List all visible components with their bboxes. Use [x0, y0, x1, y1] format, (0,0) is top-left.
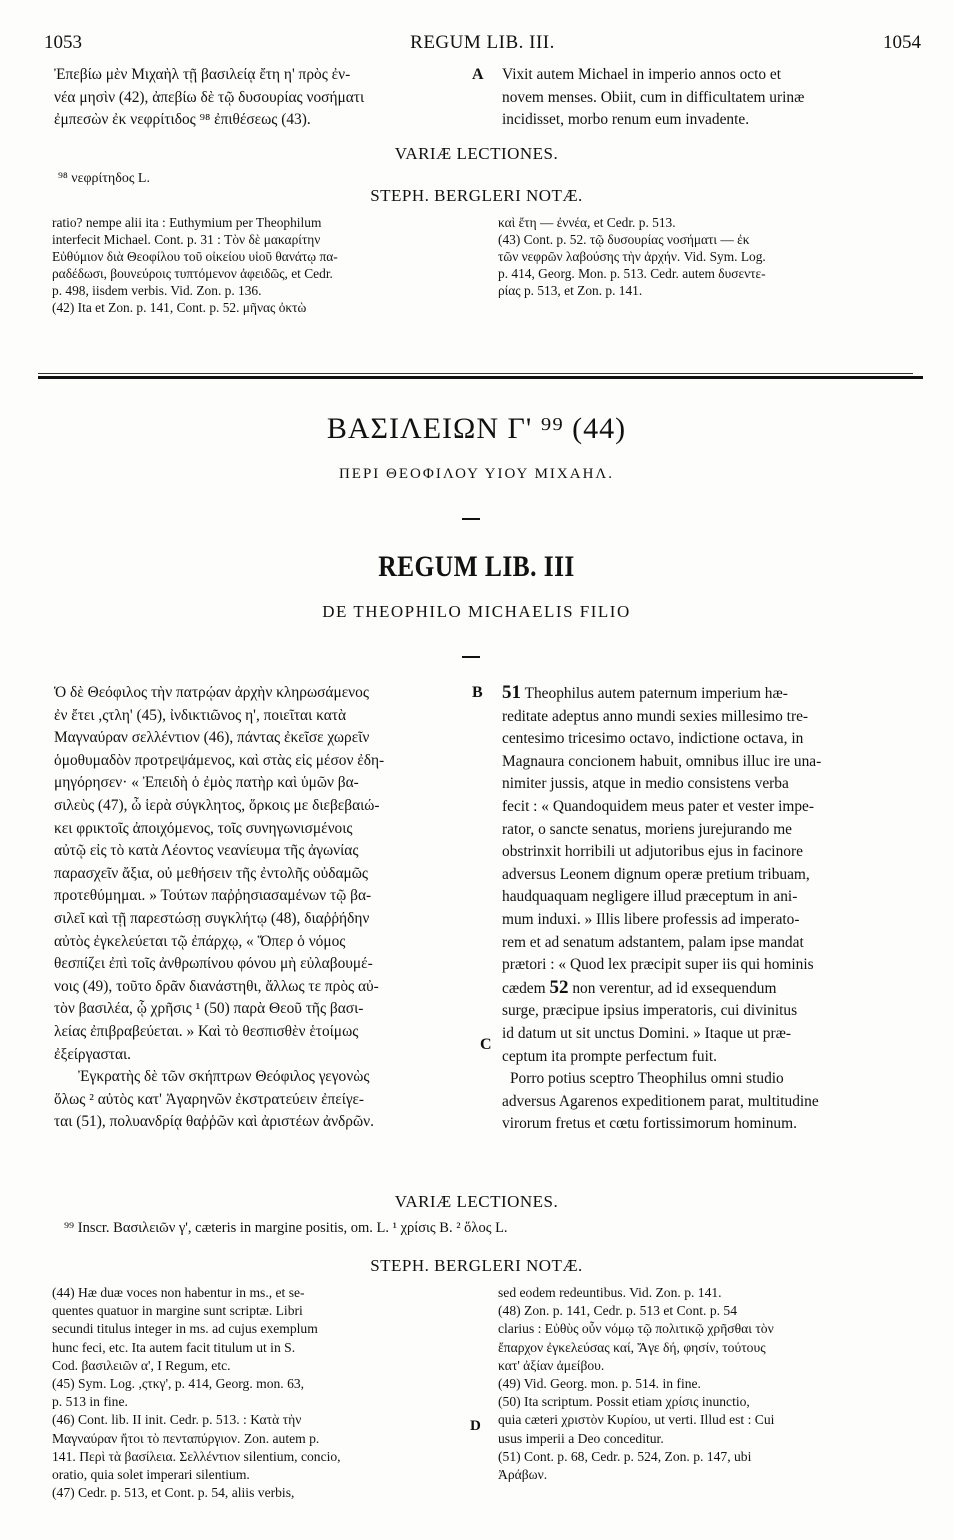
text-line: prætori : « Quod lex præcipit super iis qui hominis: [502, 956, 814, 974]
top-latin-text: [502, 64, 922, 132]
greek-book-title: ΒΑΣΙΛΕΙΩΝ Γ' ⁹⁹ (44): [326, 412, 627, 445]
text-line: μηγόρησεν· « Ἐπειδὴ ὁ ἐμὸς πατὴρ καὶ ὑμῶν βα-: [54, 774, 359, 792]
variae-lectiones-heading-2: VARIÆ LECTIONES.: [394, 1192, 559, 1211]
text-line: Ὁ δὲ Θεόφιλος τὴν πατρῴαν ἀρχὴν κληρωσάμενος: [54, 684, 369, 701]
text-line: oratio, quia solet imperari silentium.: [52, 1467, 250, 1483]
text-span: non verentur, ad id exsequendum: [572, 979, 777, 997]
text-line: λείας ἐπιβραβεύεται. » Καὶ τὸ θεσπισθὲν ἑτοίμως: [54, 1022, 359, 1040]
text-line: centesimo tricesimo octavo, indictione octava, in: [502, 730, 804, 748]
text-line: (44) Hæ duæ voces non habentur in ms., et se-: [52, 1285, 305, 1300]
text-line: τῶν νεφρῶν λαβούσης τὴν ἀρχήν. Vid. Sym. Log.: [498, 249, 766, 264]
text-line: ται (51), πολυανδρίᾳ θαῤῥῶν καὶ ἀριστέων ἀνδρῶν.: [54, 1113, 374, 1131]
text-line: nimiter jussis, atque in medio consistens verba: [502, 775, 789, 793]
text-line: (47) Cedr. p. 513, et Cont. p. 54, aliis verbis,: [52, 1485, 295, 1501]
text-line: id datum ut sit unctus Domini. » Itaque ut præ-: [502, 1024, 791, 1042]
text-line: p. 513 in fine.: [52, 1394, 128, 1410]
text-line: (48) Zon. p. 141, Cedr. p. 513 et Cont. p. 54: [498, 1303, 738, 1319]
text-line: (46) Cont. lib. II init. Cedr. p. 513. : Κατὰ τὴν: [52, 1412, 302, 1428]
text-line: ἔπαρχον ἐγκελεύσας καί, Ἄγε δή, φησίν, τούτους: [498, 1339, 766, 1355]
text-line: quentes quatuor in margine sunt scriptæ. Libri: [52, 1303, 303, 1319]
margin-marker-a: A: [472, 66, 484, 83]
variae-lectiones-heading: VARIÆ LECTIONES.: [394, 144, 559, 163]
text-line: ραδέδωσι, βουνεύροις τυπτόμενον ἀφειδῶς, et Cedr.: [52, 266, 333, 281]
text-line: [502, 682, 922, 706]
text-line: ἐμπεσὼν ἐκ νεφρίτιδος ⁹⁸ ἐπιθέσεως (43).: [54, 111, 311, 128]
text-span: cædem: [502, 979, 546, 997]
text-line: adversus Agarenos expeditionem parat, multitudine: [502, 1092, 819, 1110]
text-line: ρίας p. 513, et Zon. p. 141.: [498, 283, 643, 298]
text-line: θεσπίζει ἐπὶ τοῖς ἀνθρωπίνου φόνου μὴ εὐλαβουμέ-: [54, 955, 373, 973]
text-line: αὐτὸς ἐγκελεύεται τῷ ἐπάρχῳ, « Ὅπερ ὁ νόμος: [54, 932, 346, 950]
text-line: p. 498, iisdem verbis. Vid. Zon. p. 136.: [52, 283, 262, 298]
text-line: (50) Ita scriptum. Possit etiam χρίσις inunctio,: [498, 1394, 750, 1410]
text-line: προτεθύμημαι. » Τούτων παῤῥησιασαμένων τῷ βα-: [54, 887, 372, 905]
text-line: clarius : Εὐθὺς οὖν νόμῳ τῷ πολιτικῷ χρῆσθαι τὸν: [498, 1321, 774, 1337]
text-line: mum induxi. » Illis libere professis ad imperato-: [502, 910, 800, 928]
text-line: usus imperii a Deo conceditur.: [498, 1430, 664, 1446]
text-line: κατ' ἀξίαν ἀμείβου.: [498, 1357, 605, 1373]
text-line: ἐξείργασται.: [54, 1045, 132, 1063]
text-line: (43) Cont. p. 52. τῷ δυσουρίας νοσήματι — ἐκ: [498, 232, 750, 247]
text-line: [502, 977, 922, 1001]
text-line: interfecit Michael. Cont. p. 31 : Τὸν δὲ μακαρίτην: [52, 232, 321, 247]
text-line: Μαγναύραν σελλέντιον (46), πάντας ἐκεῖσε χωρεῖν: [54, 729, 370, 747]
text-line: secundi titulus integer in ms. ad cujus exemplum: [52, 1321, 318, 1337]
text-line: νέα μησὶν (42), ἀπεβίω δὲ τῷ δυσουρίας νοσήματι: [54, 88, 365, 106]
text-line: σιλεὺς (47), ὦ ἱερὰ σύγκλητος, ὅρκοις με διεβεβαιώ-: [54, 796, 380, 814]
text-line: ἐν ἔτει ,ςτλη' (45), ἰνδικτιῶνος η', ποιεῖται κατὰ: [54, 706, 347, 724]
text-line: sed eodem redeuntibus. Vid. Zon. p. 141.: [498, 1285, 722, 1300]
text-line: Cod. βασιλειῶν α', I Regum, etc.: [52, 1357, 231, 1373]
running-title: REGUM LIB. III.: [410, 32, 555, 53]
text-line: ratio? nempe alii ita : Euthymium per Theophilum: [52, 215, 322, 230]
text-line: Porro potius sceptro Theophilus omni studio: [510, 1070, 784, 1088]
variae-note: ⁹⁸ νεφρίτηδος L.: [58, 171, 150, 186]
text-line: p. 414, Georg. Mon. p. 513. Cedr. autem δυσεντε-: [498, 266, 766, 281]
notae2-right-column: [498, 1284, 918, 1484]
text-line: (49) Vid. Georg. mon. p. 514. in fine.: [498, 1376, 701, 1392]
text-line: incidisset, morbo renum eum invadente.: [502, 111, 750, 128]
text-line: ceptum ita prompte perfectum fuit.: [502, 1047, 717, 1065]
text-line: rator, o sancte senatus, moriens jurejurando me: [502, 820, 793, 838]
text-line: ὁμοθυμαδὸν προτρεψάμενος, καὶ στὰς εἰς μέσον ἐδη-: [54, 751, 385, 769]
text-line: surge, præcipue ipsius imperatoris, cui divinitus: [502, 1002, 798, 1020]
margin-marker-b: B: [472, 684, 483, 701]
margin-marker-d: D: [470, 1418, 481, 1434]
top-greek-text: [54, 64, 464, 132]
text-line: τὸν βασιλέα, ᾧ χρῆσις ¹ (50) παρὰ Θεοῦ τῆς βασι-: [54, 1000, 364, 1018]
text-span: Theophilus autem paternum imperium hæ-: [524, 685, 788, 702]
latin-book-title: REGUM LIB. III: [378, 550, 575, 583]
text-line: παρασχεῖν ἄξια, οὐ μεθήσειν τῆς ἐντολῆς οὐδαμῶς: [54, 864, 368, 882]
text-line: Magnaura concionem habuit, omnibus illuc ire una-: [502, 752, 822, 770]
notae-heading: STEPH. BERGLERI NOTÆ.: [370, 186, 583, 205]
title-dash: [462, 656, 480, 658]
text-line: νοις (49), τοῦτο δρᾶν διανάστηθι, ἄλλως τε πρὸς αὐ-: [54, 977, 379, 995]
notae-heading-2: STEPH. BERGLERI NOTÆ.: [370, 1256, 583, 1275]
text-line: (45) Sym. Log. ,ςτκγ', p. 414, Georg. mon. 63,: [52, 1376, 305, 1392]
right-page-number: 1054: [883, 32, 921, 53]
notae-right-column: [498, 214, 918, 299]
text-line: Μαγναύραν ἤτοι τὸ πενταπύργιον. Zon. autem p.: [52, 1430, 320, 1446]
section-rule-thin: [38, 373, 913, 374]
main-greek-text: [54, 682, 464, 1134]
main-latin-text: [502, 682, 922, 1136]
text-line: ὅλως ² αὐτὸς κατ' Ἀγαρηνῶν ἐκστρατεύειν ἐπείγε-: [54, 1090, 365, 1108]
text-line: virorum fretus et cœtu fortissimorum hominum.: [502, 1115, 797, 1133]
title-dash: [462, 518, 480, 520]
notae-left-column: [52, 214, 462, 316]
text-line: Ἐπεβίω μὲν Μιχαὴλ τῇ βασιλείᾳ ἔτη η' πρὸς ἐν-: [54, 66, 351, 83]
text-line: (42) Ita et Zon. p. 141, Cont. p. 52. μῆνας ὀκτὼ: [52, 300, 307, 315]
column-number-52: 52: [549, 976, 569, 998]
text-line: αὐτῷ εἰς τὸ κατὰ Λέοντος νεανίευμα τῆς ἀγωνίας: [54, 842, 359, 860]
section-rule: [38, 376, 923, 379]
text-line: quia cæteri χριστὸν Κυρίου, ut verti. Illud est : Cui: [498, 1412, 775, 1428]
text-line: σιλεῖ καὶ τῇ παρεστώσῃ συγκλήτῳ (48), διαῤῥήδην: [54, 909, 370, 927]
text-line: κει φρικτοῖς ἀποιχόμενος, τοῖς συνηγωνισμένοις: [54, 819, 353, 837]
variae-note-2: ⁹⁹ Inscr. Βασιλειῶν γ', cæteris in margine positis, om. L. ¹ χρίσις B. ² ὅλος L.: [64, 1220, 508, 1236]
text-line: Vixit autem Michael in imperio annos octo et: [502, 66, 782, 83]
latin-book-subtitle: DE THEOPHILO MICHAELIS FILIO: [322, 602, 631, 621]
text-line: Εὐθύμιον διὰ Θεοφίλου τοῦ οἰκείου υἱοῦ θανάτῳ πα-: [52, 249, 338, 264]
text-line: fecit : « Quandoquidem meus pater et vester impe-: [502, 797, 814, 815]
text-line: rem et ad senatum adstantem, palam ipse mandat: [502, 933, 804, 951]
notae2-left-column: [52, 1284, 462, 1502]
left-page-number: 1053: [44, 32, 82, 53]
text-line: (51) Cont. p. 68, Cedr. p. 524, Zon. p. 147, ubi: [498, 1448, 752, 1464]
text-line: Ἐγκρατὴς δὲ τῶν σκήπτρων Θεόφιλος γεγονὼς: [78, 1068, 370, 1086]
margin-marker-c: C: [480, 1036, 492, 1053]
text-line: haudquaquam negligere illud præceptum in ani-: [502, 888, 798, 906]
greek-book-subtitle: ΠΕΡΙ ΘΕΟΦΙΛΟΥ ΥΙΟΥ ΜΙΧΑΗΛ.: [338, 466, 615, 482]
text-line: Ἀράβων.: [498, 1467, 548, 1483]
text-line: reditate adeptus anno mundi sexies millesimo tre-: [502, 707, 809, 725]
text-line: adversus Leonem dignum operæ pretium tribuam,: [502, 865, 810, 883]
text-line: novem menses. Obiit, cum in difficultatem urinæ: [502, 88, 805, 106]
text-line: καὶ ἔτη — ἐννέα, et Cedr. p. 513.: [498, 215, 676, 230]
column-number-51: 51: [502, 682, 521, 703]
text-line: hunc feci, etc. Ita autem facit titulum ut in S.: [52, 1339, 296, 1355]
text-line: obstrinxit horribili ut adjutoribus ejus in facinore: [502, 843, 803, 861]
running-header: [44, 32, 921, 58]
text-line: 141. Περὶ τὰ βασίλεια. Σελλέντιον silentium, concio,: [52, 1448, 341, 1464]
